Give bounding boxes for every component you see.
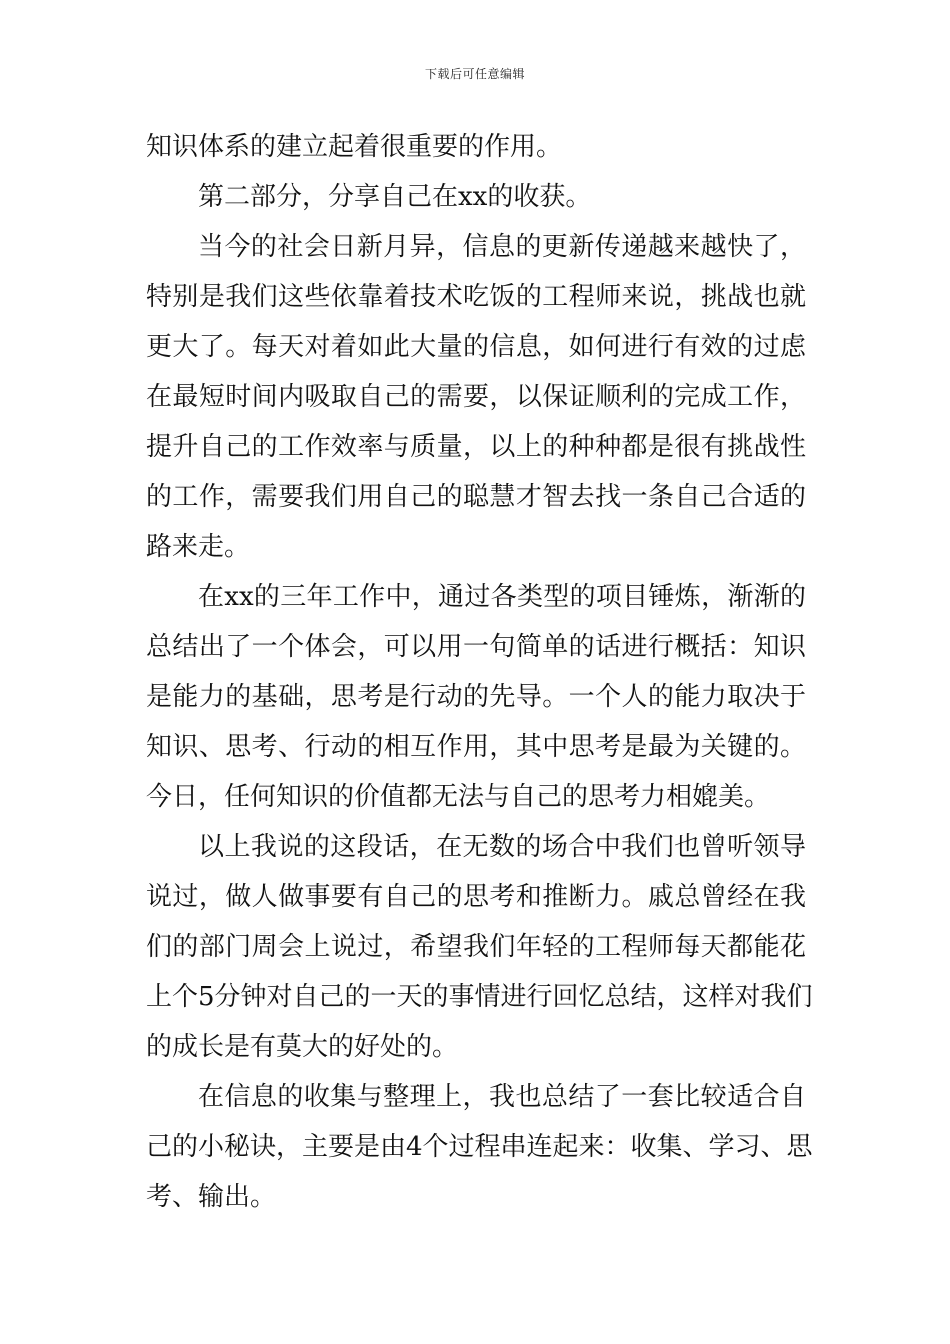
text-line: 己的小秘诀，主要是由4个过程串连起来：收集、学习、思	[146, 1132, 813, 1162]
text-line: 在最短时间内吸取自己的需要，以保证顺利的完成工作，	[146, 382, 806, 412]
text-line: 在xx的三年工作中，通过各类型的项目锤炼，渐渐的	[198, 582, 806, 612]
text-line: 知识体系的建立起着很重要的作用。	[146, 132, 563, 162]
text-line: 更大了。每天对着如此大量的信息，如何进行有效的过虑	[146, 332, 806, 362]
text-line: 的工作，需要我们用自己的聪慧才智去找一条自己合适的	[146, 482, 806, 512]
text-line: 今日，任何知识的价值都无法与自己的思考力相媲美。	[146, 782, 771, 812]
text-line: 在信息的收集与整理上，我也总结了一套比较适合自	[198, 1082, 806, 1112]
document-body	[146, 122, 813, 1222]
text-line: 的成长是有莫大的好处的。	[146, 1032, 459, 1062]
text-line: 是能力的基础，思考是行动的先导。一个人的能力取决于	[146, 682, 806, 712]
text-line: 路来走。	[146, 532, 251, 562]
text-line: 第二部分，分享自己在xx的收获。	[198, 182, 592, 212]
header-note: 下载后可任意编辑	[424, 67, 525, 81]
text-line: 们的部门周会上说过，希望我们年轻的工程师每天都能花	[146, 932, 806, 962]
text-line: 提升自己的工作效率与质量，以上的种种都是很有挑战性	[146, 432, 806, 462]
text-line: 上个5分钟对自己的一天的事情进行回忆总结，这样对我们	[146, 982, 813, 1012]
text-line: 以上我说的这段话，在无数的场合中我们也曾听领导	[198, 832, 806, 862]
text-line: 特别是我们这些依靠着技术吃饭的工程师来说，挑战也就	[146, 282, 806, 312]
text-line: 当今的社会日新月异，信息的更新传递越来越快了，	[198, 232, 806, 262]
text-line: 总结出了一个体会，可以用一句简单的话进行概括：知识	[146, 632, 806, 662]
text-line: 知识、思考、行动的相互作用，其中思考是最为关键的。	[146, 732, 806, 762]
text-line: 说过，做人做事要有自己的思考和推断力。戚总曾经在我	[146, 882, 806, 912]
text-line: 考、输出。	[146, 1182, 277, 1212]
